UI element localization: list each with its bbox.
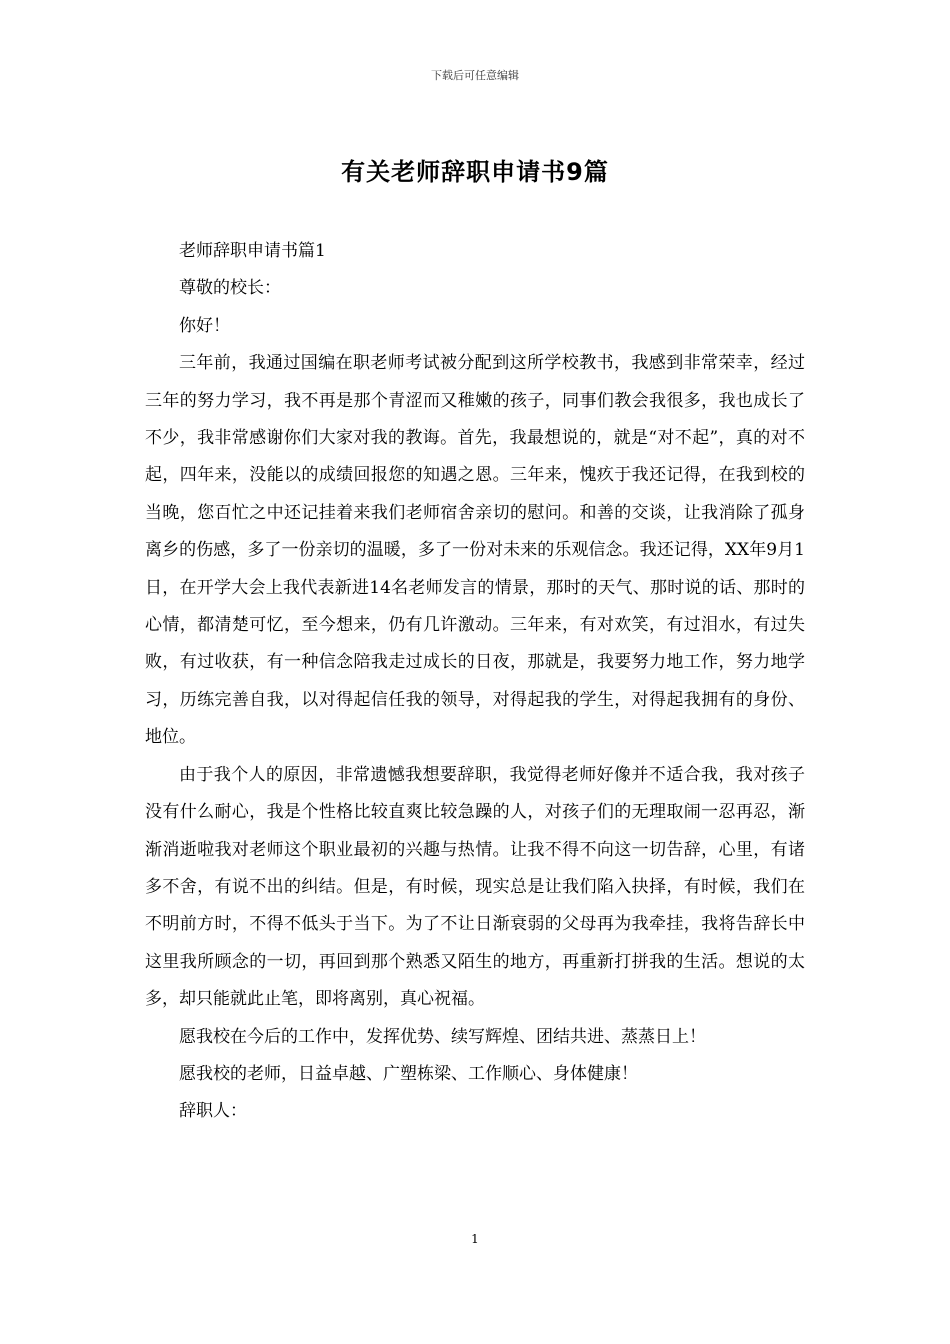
closing-wish: 愿我校的老师，日益卓越、广塑栋梁、工作顺心、身体健康！ xyxy=(179,1063,638,1084)
body-paragraph: 三年前，我通过国编在职老师考试被分配到这所学校教书，我感到非常荣幸，经过三年的努力学习，我不再是那个青涩而又稚嫩的孩子，同事们教会我很多，我也成长了不少，我非常感谢你们大家对我的教诲。首先，我最想说的，就是“对不起”，真的对不起，四年来，没能以的成绩回报您的知遇之恩。三年来，愧疚于我还记得，在我到校的当晚，您百忙之中还记挂着来我们老师宿舍亲切的慰问。和善的交谈，让我消除了孤身离乡的伤感，多了一份亲切的温暖，多了一份对未来的乐观信念。我还记得，XX年9月1日，在开学大会上我代表新进14名老师发言的情景，那时的天气、那时说的话、那时的心情，都清楚可忆，至今想来，仍有几许激动。三年来，有对欢笑，有过泪水，有过失败，有过收获，有一种信念陪我走过成长的日夜，那就是，我要努力地工作，努力地学习，历练完善自我，以对得起信任我的领导，对得起我的学生，对得起我拥有的身份、地位。 xyxy=(145,353,805,748)
signature-line: 辞职人： xyxy=(179,1101,247,1122)
page-number: 1 xyxy=(471,1232,479,1246)
closing-wish: 愿我校在今后的工作中，发挥优势、续写辉煌、团结共进、蒸蒸日上！ xyxy=(179,1026,706,1047)
document-body xyxy=(145,233,805,1131)
document-title: 有关老师辞职申请书9篇 xyxy=(341,158,609,186)
salutation: 尊敬的校长： xyxy=(179,278,281,299)
section-heading: 老师辞职申请书篇1 xyxy=(179,241,326,261)
greeting: 你好！ xyxy=(179,315,230,336)
body-paragraph: 由于我个人的原因，非常遗憾我想要辞职，我觉得老师好像并不适合我，我对孩子没有什么耐心，我是个性格比较直爽比较急躁的人，对孩子们的无理取闹一忍再忍，渐渐消逝啦我对老师这个职业最初的兴趣与热情。让我不得不向这一切告辞，心里，有诸多不舍，有说不出的纠结。但是，有时候，现实总是让我们陷入抉择，有时候，我们在不明前方时，不得不低头于当下。为了不让日渐衰弱的父母再为我牵挂，我将告辞长中这里我所顾念的一切，再回到那个熟悉又陌生的地方，再重新打拼我的生活。想说的太多，却只能就此止笔，即将离别，真心祝福。 xyxy=(145,764,805,1010)
header-note: 下载后可任意编辑 xyxy=(431,69,519,82)
